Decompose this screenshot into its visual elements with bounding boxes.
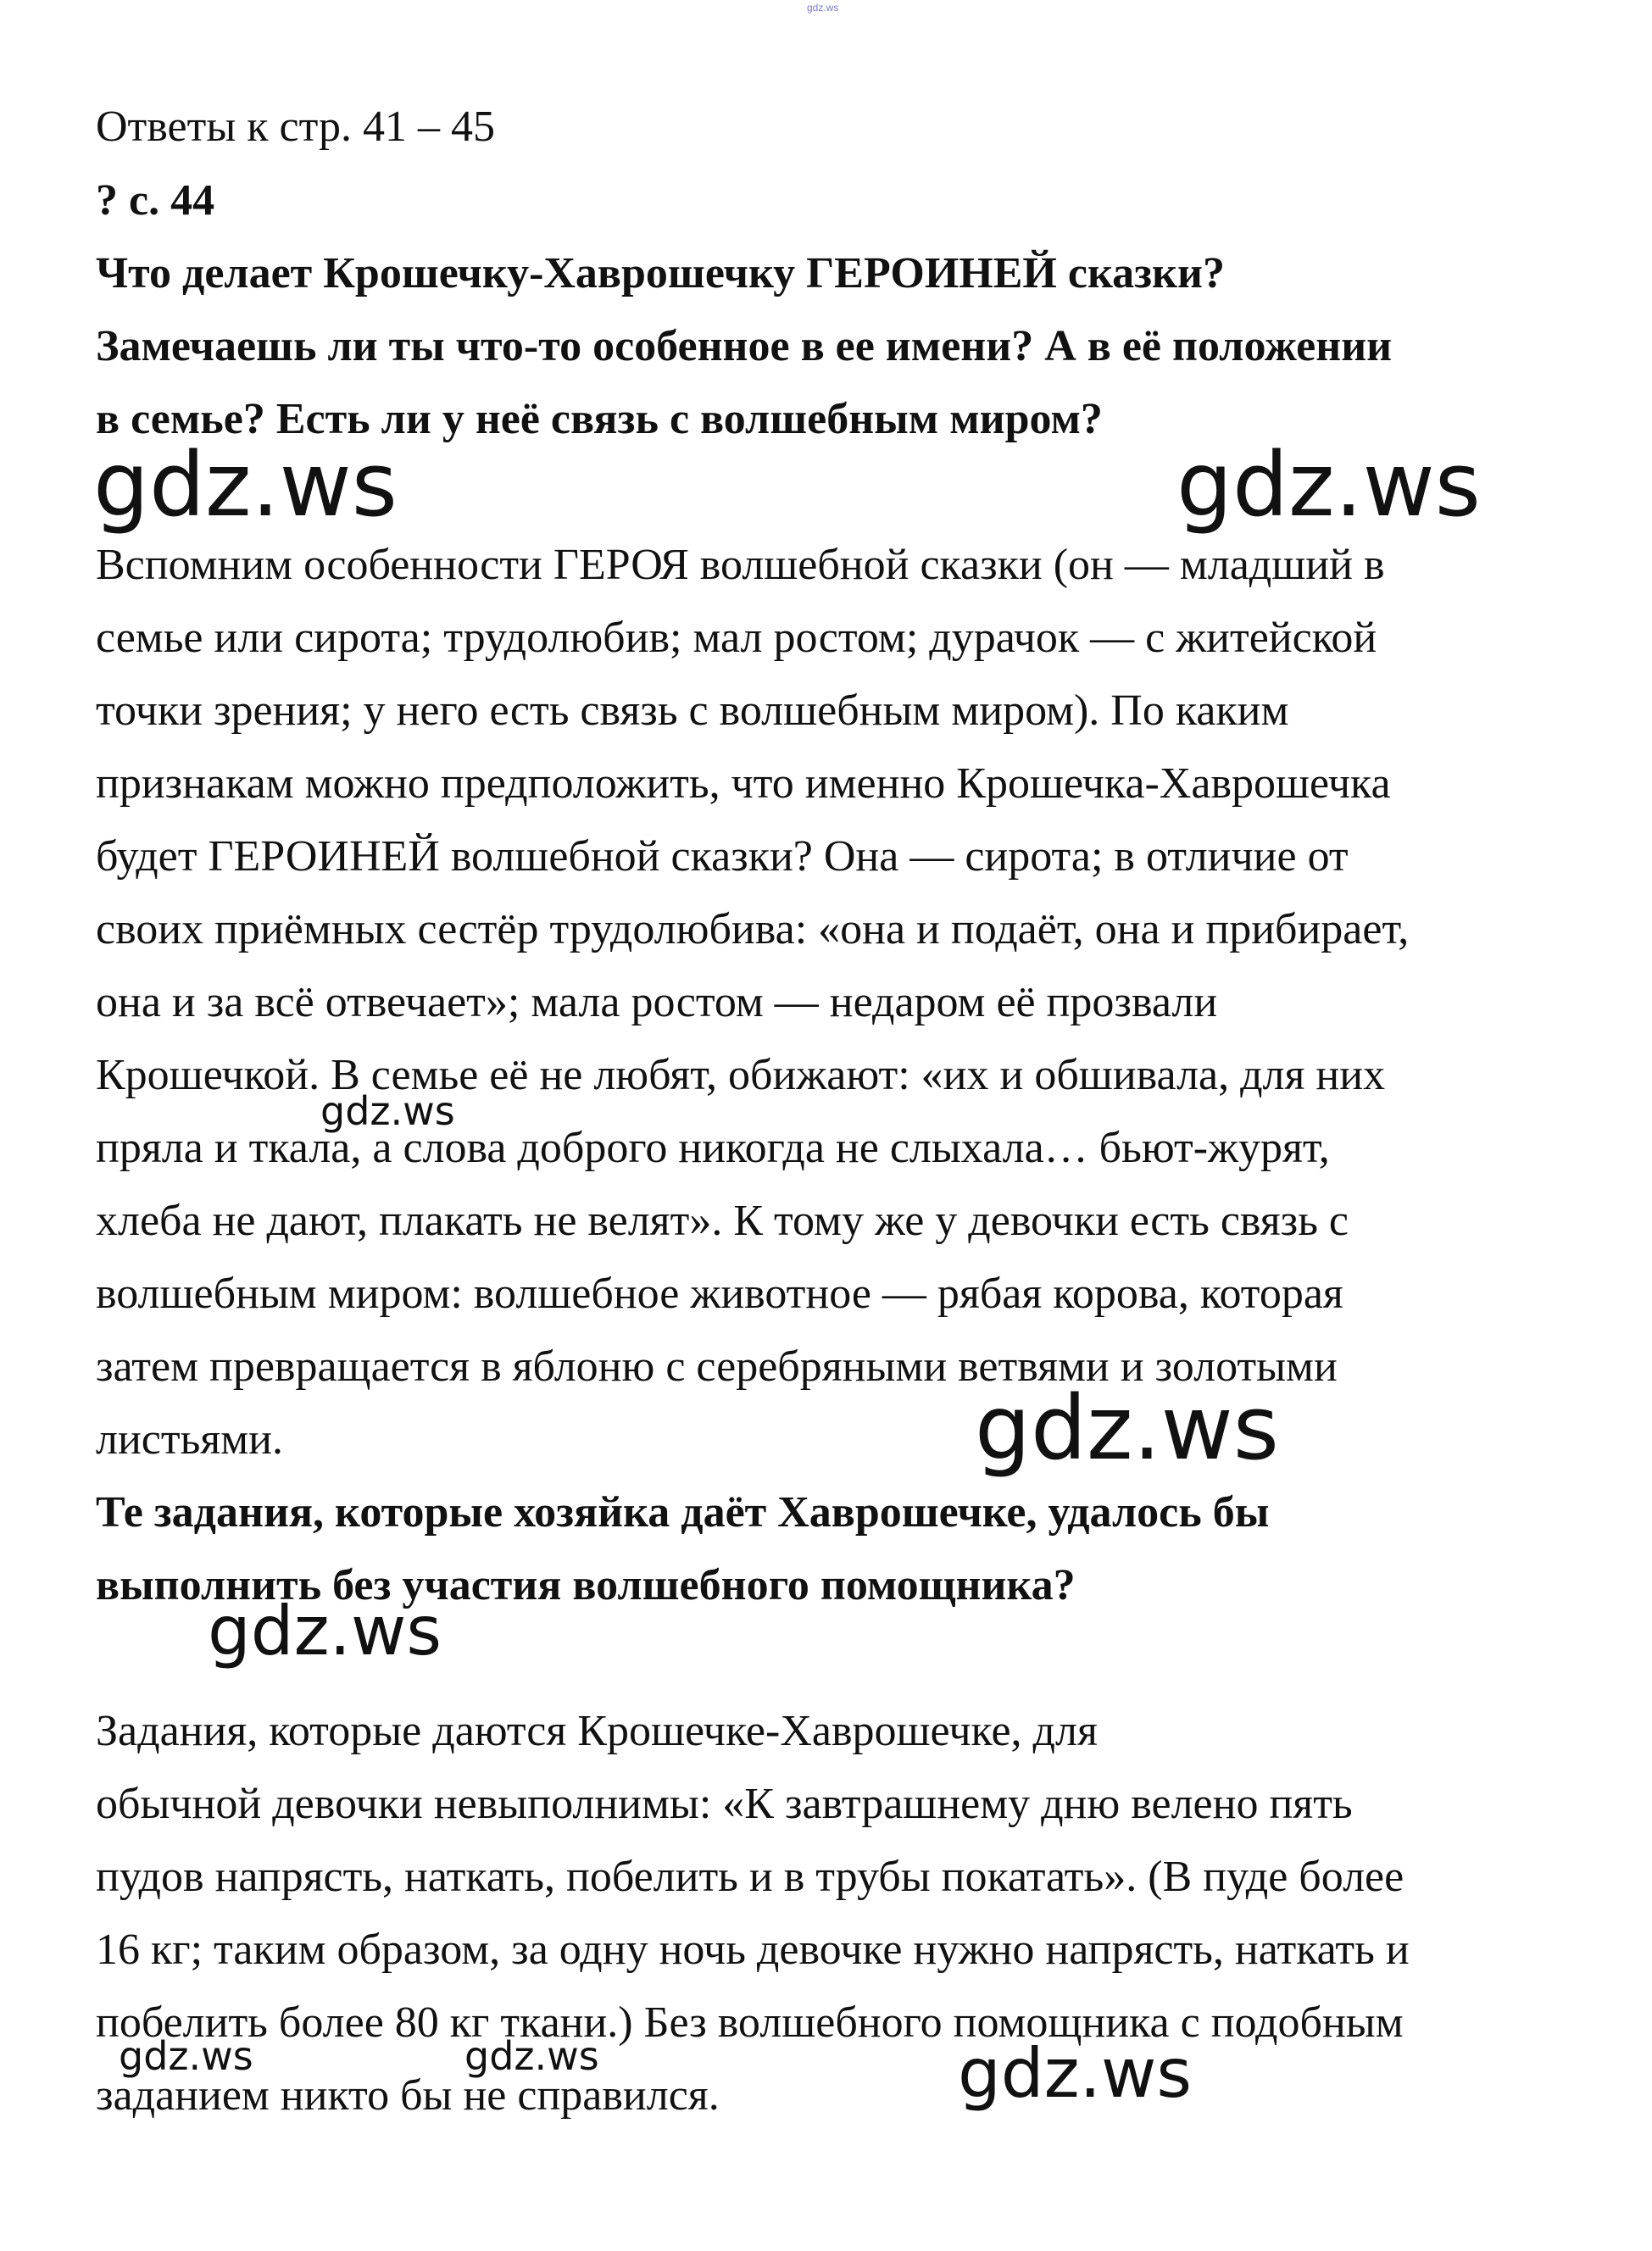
watermark-text: gdz.ws xyxy=(958,2034,1193,2113)
watermark-text: gdz.ws xyxy=(93,433,398,536)
answer1-line: Крошечкой. В семье её не любят, обижают: «их и обшивала, для них xyxy=(96,1051,1386,1099)
answer1-line: точки зрения; у него есть связь с волшебным миром). По каким xyxy=(96,686,1289,735)
watermark-text: gdz.ws xyxy=(975,1376,1279,1480)
answer1-line: она и за всё отвечает»; мала ростом — недаром её прозвали xyxy=(96,978,1218,1026)
answer1-line: своих приёмных сестёр трудолюбива: «она и подаёт, она и прибирает, xyxy=(96,905,1410,953)
answer1-line: будет ГЕРОИНЕЙ волшебной сказки? Она — сирота; в отличие от xyxy=(96,832,1349,881)
pages-heading: Ответы к стр. 41 – 45 xyxy=(96,103,495,151)
watermark-text: gdz.ws xyxy=(320,1088,455,1134)
answer2-line: 16 кг; таким образом, за одну ночь девочке нужно напрясть, наткать и xyxy=(96,1926,1410,1974)
answer1-line: волшебным миром: волшебное животное — рябая корова, которая xyxy=(96,1270,1343,1318)
answer2-line: побелить более 80 кг ткани.) Без волшебного помощника с подобным xyxy=(96,1998,1404,2047)
watermark-text: gdz.ws xyxy=(119,2033,253,2079)
answer2-line: заданием никто бы не справился. xyxy=(96,2071,720,2120)
top-watermark: gdz.ws xyxy=(807,2,839,14)
watermark-text: gdz.ws xyxy=(1176,433,1481,536)
watermark-text: gdz.ws xyxy=(208,1592,442,1670)
answer2-line: Задания, которые даются Крошечке-Хаврошечке, для xyxy=(96,1707,1098,1755)
answer1-line: пряла и ткала, а слова доброго никогда не слыхала… бьют-журят, xyxy=(96,1124,1330,1172)
question1-line: Что делает Крошечку-Хаврошечку ГЕРОИНЕЙ сказки? xyxy=(96,249,1225,297)
question2-line: Те задания, которые хозяйка даёт Хаврошечке, удалось бы xyxy=(96,1488,1270,1537)
question2-line: выполнить без участия волшебного помощника? xyxy=(96,1561,1076,1609)
question1-line: в семье? Есть ли у неё связь с волшебным миром? xyxy=(96,395,1103,443)
answer2-line: пудов напрясть, наткать, побелить и в трубы покатать». (В пуде более xyxy=(96,1853,1404,1901)
answer1-line: семье или сирота; трудолюбив; мал ростом; дурачок — с житейской xyxy=(96,614,1377,662)
question1-line: Замечаешь ли ты что-то особенное в ее имени? А в её положении xyxy=(96,322,1393,370)
answer2-line: обычной девочки невыполнимы: «К завтрашнему дню велено пять xyxy=(96,1780,1353,1828)
answer1-line: затем превращается в яблоню с серебряными ветвями и золотыми xyxy=(96,1342,1338,1391)
watermark-text: gdz.ws xyxy=(464,2033,599,2079)
answer1-line: листьями. xyxy=(96,1415,283,1464)
page-reference: ? с. 44 xyxy=(96,176,215,225)
answer1-line: хлеба не дают, плакать не велят». К тому же у девочки есть связь с xyxy=(96,1197,1349,1245)
answer1-line: признакам можно предположить, что именно Крошечка-Хаврошечка xyxy=(96,759,1391,808)
answer1-line: Вспомним особенности ГЕРОЯ волшебной сказки (он — младший в xyxy=(96,541,1385,589)
